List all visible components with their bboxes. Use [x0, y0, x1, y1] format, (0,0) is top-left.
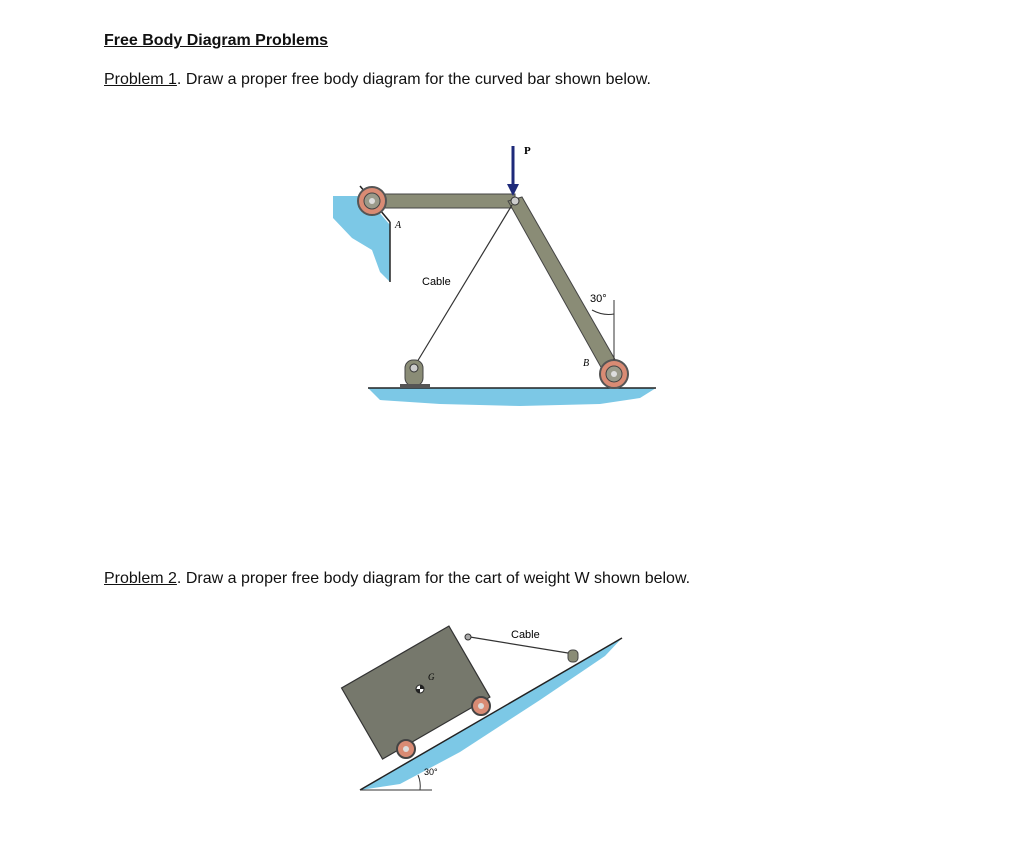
- incline-angle-arc: [418, 775, 420, 790]
- cart-wheel-rear-hub: [403, 746, 409, 752]
- label-cable-2: Cable: [511, 629, 540, 641]
- label-g: G: [428, 672, 435, 682]
- label-angle-1: 30°: [590, 293, 607, 305]
- label-cable-1: Cable: [422, 276, 451, 288]
- problem-2-number: Problem 2: [104, 570, 177, 587]
- label-b: B: [583, 358, 590, 369]
- page-title: Free Body Diagram Problems: [104, 32, 329, 49]
- label-p: P: [524, 145, 531, 157]
- problem-1-number: Problem 1: [104, 71, 177, 88]
- label-angle-2: 30°: [424, 767, 438, 777]
- cart-wheel-front-hub: [478, 703, 484, 709]
- label-a: A: [395, 220, 402, 231]
- incline-cable-anchor: [568, 650, 578, 662]
- problem-1-text: . Draw a proper free body diagram for the curved bar shown below.: [176, 71, 651, 88]
- cart-cable-attachment: [465, 634, 471, 640]
- problem-2-text: . Draw a proper free body diagram for the cart of weight W shown below.: [176, 570, 691, 587]
